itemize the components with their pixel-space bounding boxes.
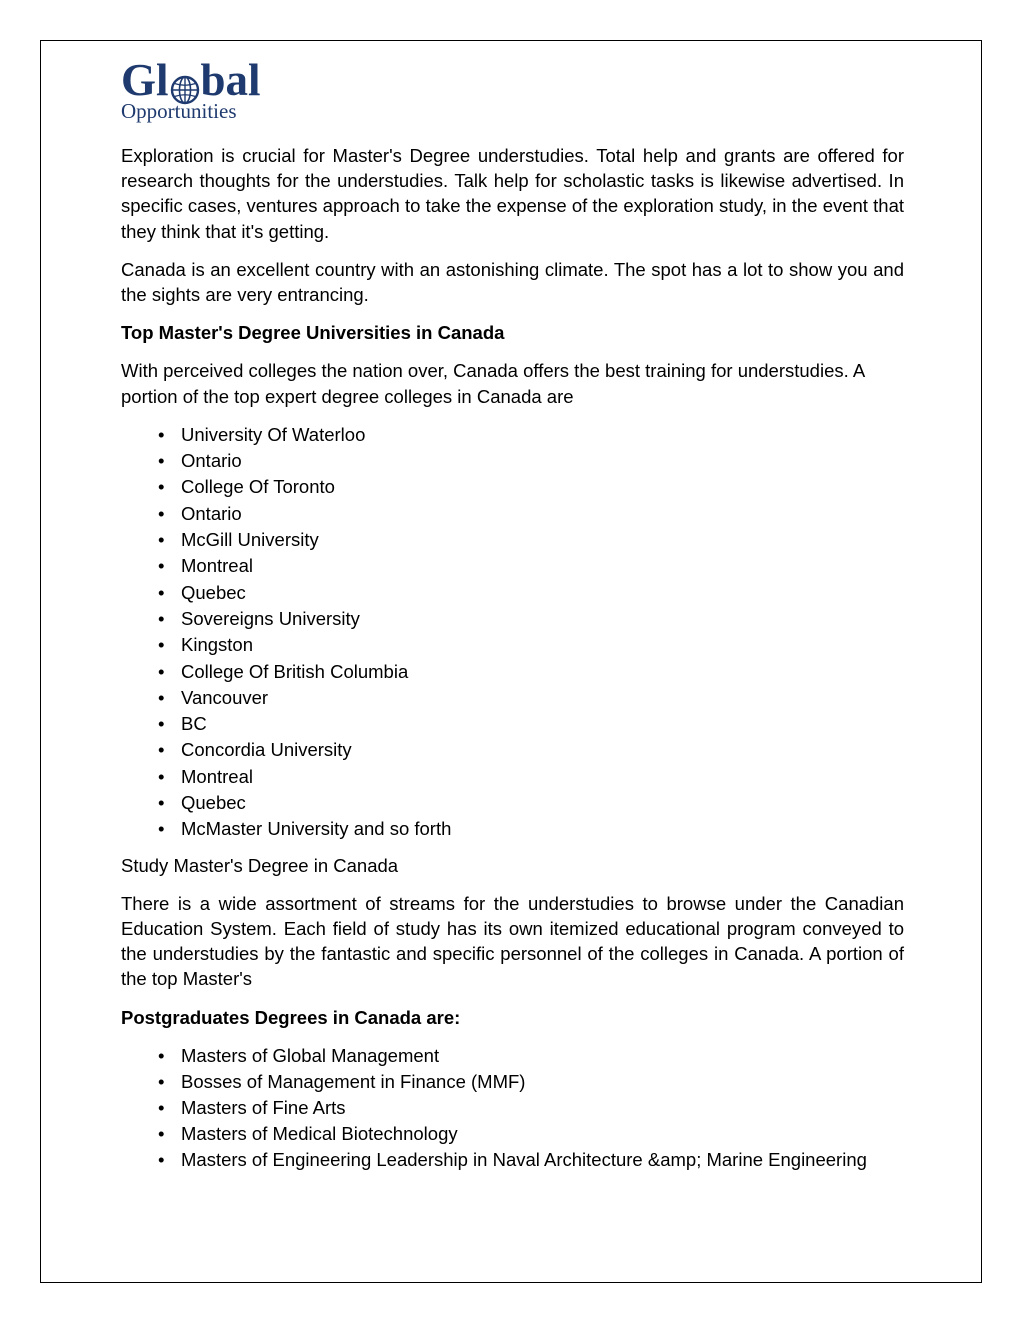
degrees-heading: Postgraduates Degrees in Canada are:: [121, 1006, 461, 1028]
list-item: [121, 1121, 904, 1147]
logo-word-start: Gl: [121, 55, 169, 105]
university-name: McGill University: [181, 529, 319, 551]
university-name: Concordia University: [181, 739, 352, 761]
bullet-icon: •: [158, 1070, 165, 1092]
colleges-intro-paragraph: With perceived colleges the nation over, Canada offers the best training for understudies. A portion of the top expert degree colleges in Canada are: [121, 360, 865, 407]
university-name: Ontario: [181, 502, 242, 524]
bullet-icon: •: [158, 423, 165, 445]
degree-name: Masters of Engineering Leadership in Naval Architecture &amp; Marine Engineering: [181, 1148, 867, 1170]
degree-name: Bosses of Management in Finance (MMF): [181, 1070, 526, 1092]
list-item: [121, 685, 904, 711]
bullet-icon: •: [158, 765, 165, 787]
logo-wordmark: [121, 55, 261, 105]
globe-icon: [170, 68, 200, 98]
canada-paragraph: Canada is an excellent country with an astonishing climate. The spot has a lot to show you and the sights are very entrancing.: [121, 258, 904, 306]
bullet-icon: •: [158, 607, 165, 629]
university-name: Vancouver: [181, 686, 269, 708]
list-item: [121, 553, 904, 579]
list-item: [121, 1043, 904, 1069]
list-item: [121, 632, 904, 658]
list-item: [121, 790, 904, 816]
list-item: [121, 501, 904, 527]
university-name: University Of Waterloo: [181, 423, 366, 445]
university-name: Quebec: [181, 791, 246, 813]
degree-name: Masters of Medical Biotechnology: [181, 1122, 458, 1144]
bullet-icon: •: [158, 555, 165, 577]
streams-paragraph: There is a wide assortment of streams for the understudies to browse under the Canadian Education System. Each field of study has its own itemized educational program conveyed to the understudies by the fantastic and specific personnel of the colleges in Canada. A portion of the top Master's: [121, 892, 904, 990]
bullet-icon: •: [158, 1044, 165, 1066]
top-universities-heading: Top Master's Degree Universities in Canada: [121, 322, 505, 344]
bullet-icon: •: [158, 529, 165, 551]
university-name: Ontario: [181, 450, 242, 472]
list-item: [121, 580, 904, 606]
bullet-icon: •: [158, 1122, 165, 1144]
university-name: Montreal: [181, 765, 253, 787]
bullet-icon: •: [158, 1148, 165, 1170]
degrees-list: [121, 1043, 904, 1173]
list-item: [121, 816, 904, 842]
university-name: College Of Toronto: [181, 476, 335, 498]
university-name: Montreal: [181, 555, 253, 577]
list-item: [121, 606, 904, 632]
bullet-icon: •: [158, 713, 165, 735]
list-item: [121, 1069, 904, 1095]
list-item: [121, 1147, 904, 1173]
list-item: [121, 764, 904, 790]
bullet-icon: •: [158, 818, 165, 840]
study-heading: Study Master's Degree in Canada: [121, 854, 399, 876]
logo-word-end: bal: [200, 55, 261, 105]
list-item: [121, 1095, 904, 1121]
list-item: [121, 422, 904, 448]
list-item: [121, 474, 904, 500]
bullet-icon: •: [158, 1096, 165, 1118]
intro-paragraph: Exploration is crucial for Master's Degree understudies. Total help and grants are offered for research thoughts for the understudies. Talk help for scholastic tasks is likewise advertised. In specific cases, ventures approach to take the expense of the exploration study, in the event that they think that it's getting.: [121, 145, 904, 242]
list-item: [121, 659, 904, 685]
bullet-icon: •: [158, 686, 165, 708]
bullet-icon: •: [158, 476, 165, 498]
university-name: Sovereigns University: [181, 607, 360, 629]
bullet-icon: •: [158, 634, 165, 656]
logo-subtitle: Opportunities: [121, 99, 237, 123]
university-name: College Of British Columbia: [181, 660, 409, 682]
global-opportunities-logo: [121, 55, 261, 123]
university-name: Quebec: [181, 581, 246, 603]
list-item: [121, 527, 904, 553]
document-body: [121, 143, 904, 1183]
university-name: BC: [181, 713, 207, 735]
bullet-icon: •: [158, 791, 165, 813]
list-item: [121, 711, 904, 737]
list-item: [121, 737, 904, 763]
bullet-icon: •: [158, 502, 165, 524]
bullet-icon: •: [158, 581, 165, 603]
list-item: [121, 448, 904, 474]
university-name: McMaster University and so forth: [181, 818, 452, 840]
bullet-icon: •: [158, 660, 165, 682]
bullet-icon: •: [158, 739, 165, 761]
bullet-icon: •: [158, 450, 165, 472]
degree-name: Masters of Global Management: [181, 1044, 440, 1066]
degree-name: Masters of Fine Arts: [181, 1096, 346, 1118]
universities-list: [121, 422, 904, 843]
university-name: Kingston: [181, 634, 253, 656]
